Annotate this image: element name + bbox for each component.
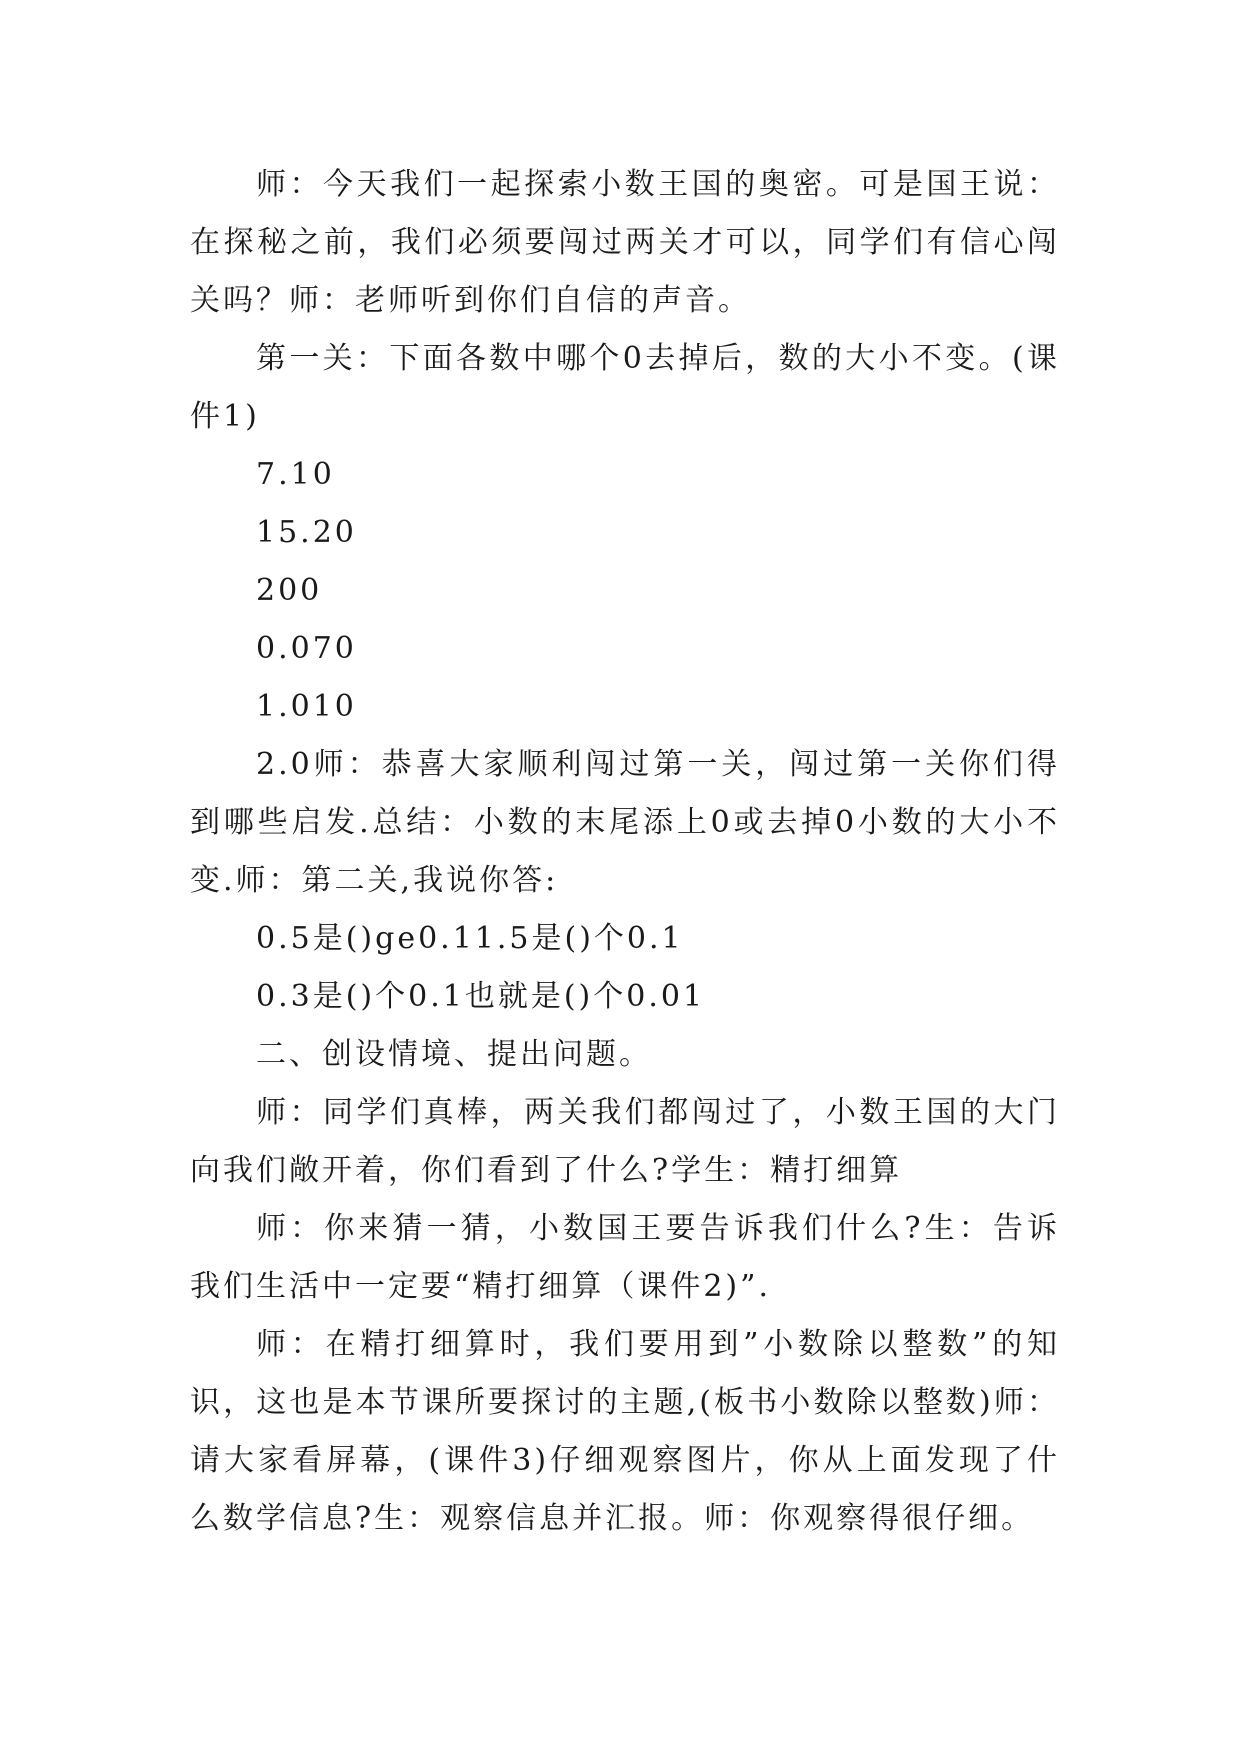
- number-item: 1.010: [256, 689, 357, 724]
- number-item: 0.070: [256, 631, 357, 666]
- paragraph-intro: 师：今天我们一起探索小数王国的奥密。可是国王说：在探秘之前，我们必须要闯过两关才可以，同学们有信心闯关吗？师：老师听到你们自信的声音。: [190, 167, 1060, 318]
- number-item: 200: [256, 573, 323, 608]
- document-body: [190, 156, 1060, 1548]
- paragraph-level-one: 第一关：下面各数中哪个0去掉后，数的大小不变。(课件1): [190, 341, 1060, 434]
- paragraph-summary: 2.0师：恭喜大家顺利闯过第一关，闯过第一关你们得到哪些启发.总结：小数的末尾添上0或去掉0小数的大小不变.师：第二关,我说你答:: [190, 747, 1060, 898]
- paragraph-dialogue: 师：你来猜一猜，小数国王要告诉我们什么?生：告诉我们生活中一定要“精打细算（课件2)”.: [190, 1211, 1060, 1304]
- paragraph-dialogue: 师：同学们真棒，两关我们都闯过了，小数王国的大门向我们敞开着，你们看到了什么?学生：精打细算: [190, 1095, 1060, 1188]
- number-item: 15.20: [256, 515, 357, 550]
- number-item: 7.10: [256, 457, 335, 492]
- section-heading: 二、创设情境、提出问题。: [256, 1037, 652, 1072]
- question-item: 0.5是()ge0.11.5是()个0.1: [256, 921, 684, 956]
- paragraph-dialogue: 师：在精打细算时，我们要用到”小数除以整数”的知识，这也是本节课所要探讨的主题,(板书小数除以整数)师：请大家看屏幕，(课件3)仔细观察图片，你从上面发现了什么数学信息?生：观察信息并汇报。师：你观察得很仔细。: [190, 1327, 1060, 1536]
- question-item: 0.3是()个0.1也就是()个0.01: [256, 979, 706, 1014]
